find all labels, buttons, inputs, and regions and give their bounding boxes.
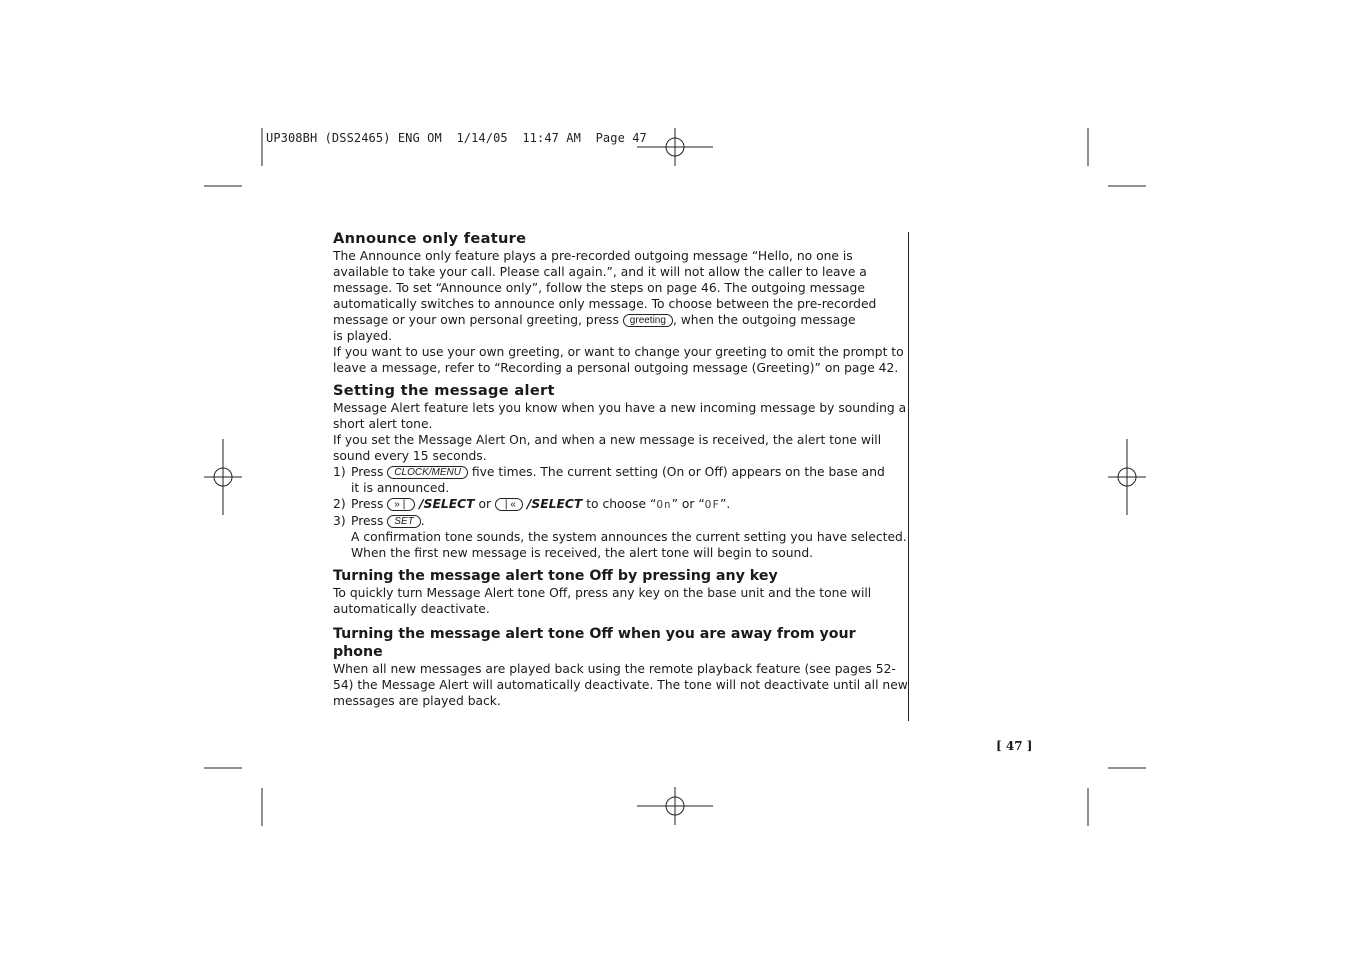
alert-step-3-note-1: A confirmation tone sounds, the system announces the current setting you have selected.: [351, 530, 907, 544]
skip-back-key-icon: ❘«: [495, 498, 523, 511]
alert-title: Setting the message alert: [333, 382, 555, 399]
lcd-off-glyph: OF: [704, 498, 720, 511]
print-slug: UP308BH (DSS2465) ENG OM 1/14/05 11:47 AM Page 47: [266, 131, 647, 145]
announce-paragraph-1-end: is played.: [333, 329, 393, 343]
announce-title: Announce only feature: [333, 230, 527, 247]
away-title: Turning the message alert tone Off when you are away from your phone: [333, 626, 856, 660]
anykey-section: [333, 567, 908, 617]
lcd-on-glyph: On: [656, 498, 672, 511]
away-paragraph: When all new messages are played back using the remote playback feature (see pages 52-54) the Message Alert will automatically deactivate. The tone will not deactivate until all new messages are played back.: [333, 662, 908, 708]
alert-step-3-note-2: When the first new message is received, the alert tone will begin to sound.: [351, 546, 814, 560]
alert-section: [333, 382, 908, 561]
alert-step-3: 3) Press SET .: [333, 514, 425, 528]
anykey-title: Turning the message alert tone Off by pressing any key: [333, 568, 778, 584]
announce-paragraph-2: If you want to use your own greeting, or want to change your greeting to omit the prompt to leave a message, refer to “Recording a personal outgoing message (Greeting)” on page 42.: [333, 345, 904, 375]
alert-paragraph-2: If you set the Message Alert On, and when a new message is received, the alert tone will sound every 15 seconds.: [333, 433, 882, 463]
page-content: [333, 230, 908, 715]
clock-menu-key-icon: CLOCK/MENU: [387, 466, 468, 479]
alert-step-2: 2) Press »❘ /SELECT or ❘« /SELECT to choose “On” or “OF”.: [333, 497, 731, 511]
set-key-icon: SET: [387, 515, 420, 528]
skip-forward-key-icon: »❘: [387, 498, 415, 511]
alert-paragraph-1: Message Alert feature lets you know when you have a new incoming message by sounding a short alert tone.: [333, 401, 907, 431]
alert-step-1: 1) Press CLOCK/MENU five times. The current setting (On or Off) appears on the base and: [333, 465, 885, 479]
page-number: [ 47 ]: [996, 739, 1033, 753]
column-rule: [908, 232, 909, 721]
announce-section: [333, 230, 908, 376]
anykey-paragraph: To quickly turn Message Alert tone Off, press any key on the base unit and the tone will automatically deactivate.: [333, 586, 872, 616]
alert-step-1-cont: it is announced.: [351, 481, 450, 495]
announce-paragraph-1: The Announce only feature plays a pre-recorded outgoing message “Hello, no one is available to take your call. Please call again.”, and it will not allow the caller to leave a message. To set “Announce only”, follow the steps on page 46. The outgoing message automatically switches to announce only message. To choose between the pre-recorded message or your own personal greeting, press greeting , when the outgoing message: [333, 249, 877, 327]
greeting-key-icon: greeting: [623, 314, 673, 327]
away-section: [333, 625, 908, 709]
